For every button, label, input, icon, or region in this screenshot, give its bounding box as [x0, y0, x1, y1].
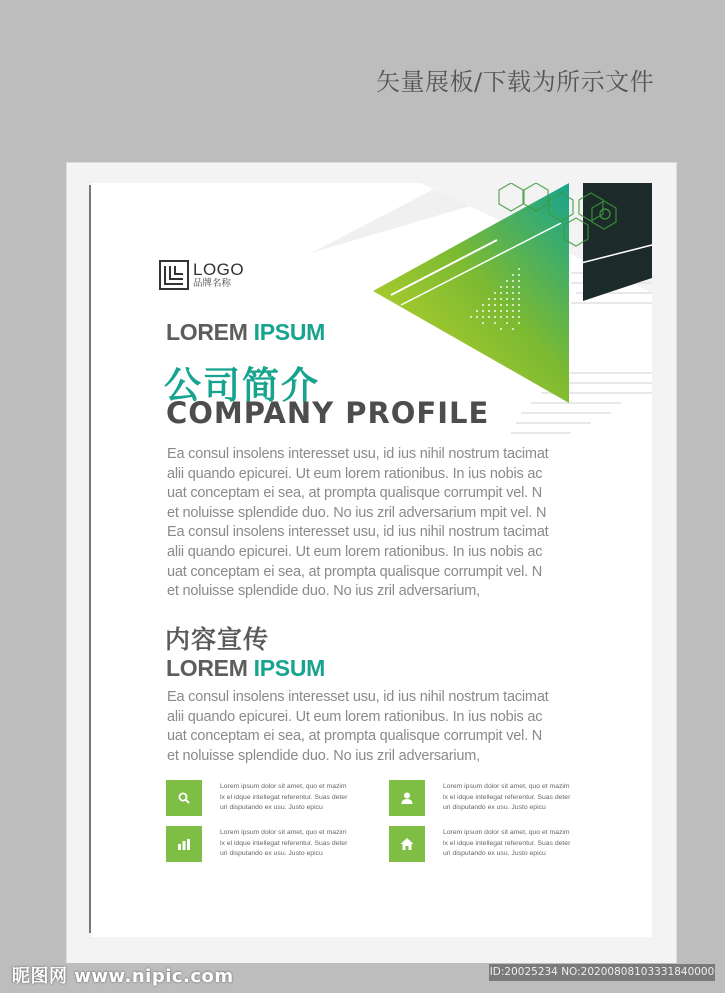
paragraph-line: alii quando epicurei. Ut eum lorem rationibus. In ius nobis ac [167, 708, 543, 725]
poster-page [91, 183, 652, 937]
feature-text [220, 782, 347, 814]
logo-mark-icon [159, 260, 189, 290]
feature-line: Lorem ipsum dolor sit amet, quo et mazim [220, 783, 347, 790]
home-icon [400, 837, 414, 851]
feature-line: Lorem ipsum dolor sit amet, quo et mazim [443, 829, 570, 836]
search-icon [177, 791, 191, 805]
feature-text [443, 828, 570, 860]
brand-logo [159, 260, 244, 290]
watermark-id: ID:20025234 NO:20200808103331840000 [489, 964, 715, 981]
content-paragraph [167, 688, 587, 766]
intro-paragraph [167, 445, 587, 602]
feature-item [389, 826, 570, 862]
feature-item [389, 780, 570, 816]
lorem-ipsum-heading-2 [166, 655, 325, 682]
paragraph-line: et noluisse splendide duo. No ius zril adversarium, [167, 747, 480, 764]
paragraph-line: Ea consul insolens interesset usu, id ius nihil nostrum tacimat [167, 689, 549, 705]
feature-icon-box [166, 826, 202, 862]
feature-line: uri disputando ex usu. Justo epicu [220, 804, 323, 811]
feature-text [220, 828, 347, 860]
title-chinese: 公司简介 [164, 364, 320, 407]
user-icon [400, 791, 414, 805]
top-caption: 矢量展板/下载为所示文件 [376, 68, 655, 96]
feature-line: lx el idque intellegat referentur. Suas deter [220, 839, 348, 847]
paragraph-line: et noluisse splendide duo. No ius zril adversarium mpit vel. N [167, 504, 547, 521]
feature-icon-box [389, 826, 425, 862]
paragraph-line: uat conceptam ei sea, at prompta qualisque corrumpit vel. N [167, 563, 543, 580]
feature-line: uri disputando ex usu. Justo epicu [443, 850, 546, 857]
lorem-ipsum-heading [166, 319, 325, 346]
heading-dark-word: LOREM [166, 319, 248, 345]
heading-dark-word: LOREM [166, 655, 248, 681]
feature-line: lx el idque intellegat referentur. Suas deter [443, 793, 571, 801]
paragraph-line: Ea consul insolens interesset usu, id ius nihil nostrum tacimat [167, 524, 549, 541]
feature-line: lx el idque intellegat referentur. Suas deter [443, 839, 571, 847]
feature-line: Lorem ipsum dolor sit amet, quo et mazim [220, 829, 347, 836]
heading-teal-word: IPSUM [253, 655, 325, 681]
paragraph-line: uat conceptam ei sea, at prompta qualisque corrumpit vel. N [167, 485, 543, 502]
feature-icon-box [166, 780, 202, 816]
paragraph-line: uat conceptam ei sea, at prompta qualisque corrumpit vel. N [167, 728, 543, 745]
feature-text [443, 782, 570, 814]
feature-line: lx el idque intellegat referentur. Suas deter [220, 793, 348, 801]
logo-text: LOGO [193, 260, 245, 280]
paragraph-line: Ea consul insolens interesset usu, id ius nihil nostrum tacimat [167, 446, 549, 462]
title-company-profile: COMPANY PROFILE [166, 396, 490, 430]
subtitle-chinese: 内容宣传 [165, 625, 270, 654]
feature-line: Lorem ipsum dolor sit amet, quo et mazim [443, 783, 570, 790]
feature-line: uri disputando ex usu. Justo epicu [443, 804, 546, 811]
bar-chart-icon [177, 837, 191, 851]
paragraph-line: et noluisse splendide duo. No ius zril adversarium, [167, 583, 480, 600]
logo-subtitle: 品牌名称 [193, 278, 232, 290]
feature-item [166, 780, 347, 816]
paragraph-line: alii quando epicurei. Ut eum lorem rationibus. In ius nobis ac [167, 465, 543, 482]
feature-icon-box [389, 780, 425, 816]
feature-line: uri disputando ex usu. Justo epicu [220, 850, 323, 857]
feature-item [166, 826, 347, 862]
heading-teal-word: IPSUM [253, 319, 325, 345]
watermark-site: 昵图网 www.nipic.com [12, 966, 234, 987]
paragraph-line: alii quando epicurei. Ut eum lorem rationibus. In ius nobis ac [167, 543, 543, 560]
